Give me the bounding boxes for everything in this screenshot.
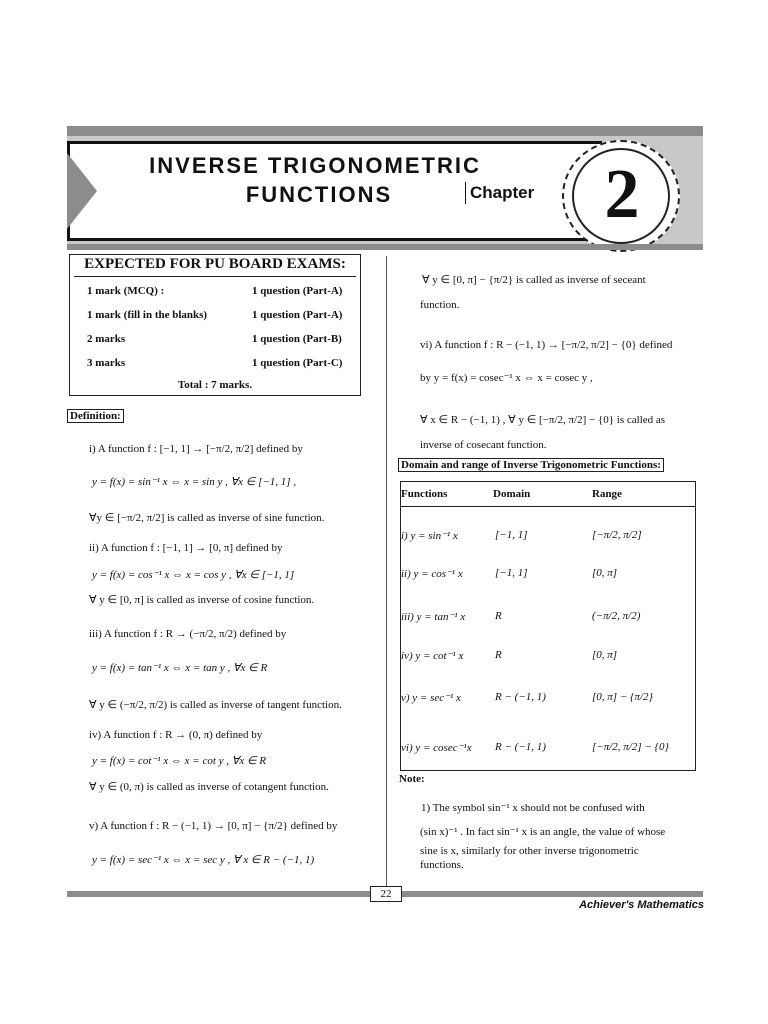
definition-label: Definition: — [67, 409, 124, 423]
table-cell-function: i) y = sin⁻¹ x — [401, 530, 458, 542]
table-cell-function: iv) y = cot⁻¹ x — [401, 650, 464, 662]
definition-line: ∀ y ∈ [0, π] is called as inverse of cosine function. — [89, 594, 315, 606]
exam-title-underline — [74, 276, 356, 277]
definition-line: y = f(x) = cos⁻¹ x ⇔ x = cos y , ∀x ∈ [−1, 1] — [92, 569, 295, 581]
table-header-cell: Functions — [401, 488, 448, 500]
definition-line: v) A function f : R − (−1, 1) → [0, π] − {π/2} defined by — [89, 820, 338, 832]
domain-range-label: Domain and range of Inverse Trigonometric Functions: — [398, 458, 664, 472]
right-line: inverse of cosecant function. — [420, 439, 547, 451]
exam-title: EXPECTED FOR PU BOARD EXAMS: — [84, 256, 346, 272]
table-header-divider — [400, 506, 696, 507]
table-cell-domain: R − (−1, 1) — [495, 741, 546, 753]
exam-total: Total : 7 marks. — [177, 379, 253, 391]
exam-marks: 1 mark (fill in the blanks) — [87, 309, 208, 321]
chapter-title — [105, 151, 525, 209]
table-cell-range: [0, π] — [592, 567, 618, 579]
table-cell-range: [0, π] − {π/2} — [592, 691, 653, 703]
domain-range-table — [400, 481, 696, 771]
header-arrow-icon — [67, 141, 103, 241]
definition-line: ii) A function f : [−1, 1] → [0, π] defined by — [89, 542, 283, 554]
table-cell-range: (−π/2, π/2) — [592, 610, 641, 622]
exam-marks: 2 marks — [87, 333, 126, 345]
exam-questions: 1 question (Part-C) — [252, 357, 343, 369]
right-line: function. — [420, 299, 460, 311]
exam-marks: 3 marks — [87, 357, 126, 369]
table-cell-function: vi) y = cosec⁻¹x — [401, 742, 472, 754]
table-cell-domain: R — [495, 649, 502, 661]
column-divider — [386, 256, 387, 888]
page-number: 22 — [370, 886, 402, 902]
table-cell-function: ii) y = cos⁻¹ x — [401, 568, 463, 580]
table-cell-domain: [−1, 1] — [495, 529, 528, 541]
chapter-label: Chapter — [465, 182, 538, 204]
exam-questions: 1 question (Part-A) — [252, 285, 343, 297]
right-line: ∀ x ∈ R − (−1, 1) , ∀ y ∈ [−π/2, π/2] − {0} is called as — [420, 414, 666, 426]
note-line: (sin x)⁻¹ . In fact sin⁻¹ x is an angle, the value of whose — [420, 826, 666, 838]
definition-line: iii) A function f : R → (−π/2, π/2) defined by — [89, 628, 287, 640]
definition-line: ∀ y ∈ (−π/2, π/2) is called as inverse of tangent function. — [89, 699, 342, 711]
right-line: ∀ y ∈ [0, π] − {π/2} is called as inverse of seceant — [422, 274, 646, 286]
definition-line: y = f(x) = cot⁻¹ x ⇔ x = cot y , ∀x ∈ R — [92, 755, 267, 767]
note-line: sine is x, similarly for other inverse trigonometric — [420, 845, 639, 857]
chapter-number: 2 — [604, 156, 640, 233]
header-top-band — [67, 126, 703, 136]
exam-marks: 1 mark (MCQ) : — [87, 285, 165, 297]
table-cell-function: iii) y = tan⁻¹ x — [401, 611, 466, 623]
header-bottom-band — [67, 244, 703, 250]
definition-line: y = f(x) = tan⁻¹ x ⇔ x = tan y , ∀x ∈ R — [92, 662, 268, 674]
right-line: vi) A function f : R − (−1, 1) → [−π/2, π/2] − {0} defined — [420, 339, 673, 351]
definition-line: ∀ y ∈ (0, π) is called as inverse of cotangent function. — [89, 781, 329, 793]
table-cell-function: v) y = sec⁻¹ x — [401, 692, 461, 704]
right-line: by y = f(x) = cosec⁻¹ x ⇔ x = cosec y , — [420, 372, 593, 384]
exam-questions: 1 question (Part-A) — [252, 309, 343, 321]
table-cell-range: [0, π] — [592, 649, 618, 661]
note-label: Note: — [399, 773, 425, 785]
note-line: 1) The symbol sin⁻¹ x should not be confused with — [421, 802, 645, 814]
table-cell-range: [−π/2, π/2] — [592, 529, 642, 541]
definition-line: y = f(x) = sin⁻¹ x ⇔ x = sin y , ∀x ∈ [−1, 1] , — [92, 476, 297, 488]
table-cell-domain: R − (−1, 1) — [495, 691, 546, 703]
table-cell-range: [−π/2, π/2] − {0} — [592, 741, 669, 753]
table-header-cell: Domain — [493, 488, 531, 500]
definition-line: i) A function f : [−1, 1] → [−π/2, π/2] defined by — [89, 443, 303, 455]
note-line: functions. — [420, 859, 464, 871]
table-cell-domain: [−1, 1] — [495, 567, 528, 579]
footer-brand: Achiever's Mathematics — [579, 899, 704, 911]
definition-line: iv) A function f : R → (0, π) defined by — [89, 729, 263, 741]
exam-questions: 1 question (Part-B) — [252, 333, 342, 345]
table-cell-domain: R — [495, 610, 502, 622]
definition-line: y = f(x) = sec⁻¹ x ⇔ x = sec y , ∀ x ∈ R − (−1, 1) — [92, 854, 315, 866]
chapter-title-line1: INVERSE TRIGONOMETRIC — [149, 153, 481, 178]
table-header-cell: Range — [592, 488, 622, 500]
definition-line: ∀y ∈ [−π/2, π/2] is called as inverse of sine function. — [89, 512, 325, 524]
chapter-title-line2: FUNCTIONS — [245, 182, 393, 207]
